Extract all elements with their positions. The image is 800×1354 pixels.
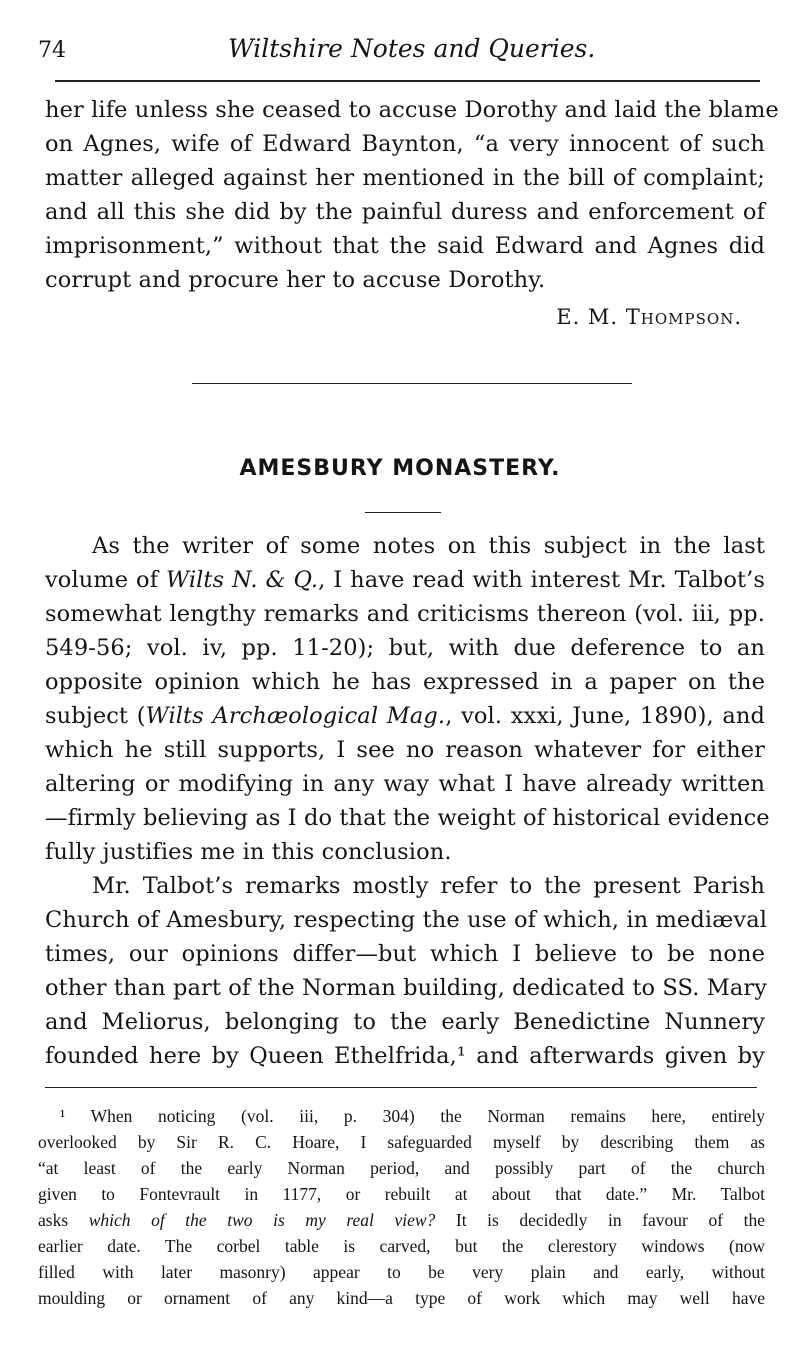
text-line: times, our opinions differ—but which I believe to be none — [45, 941, 765, 967]
text-line: matter alleged against her mentioned in the bill of complaint; — [45, 165, 765, 191]
article-title: AMESBURY MONASTERY. — [239, 456, 561, 481]
footnote-line: earlier date. The corbel table is carved, but the clerestory windows (now — [38, 1236, 765, 1256]
text-line: As the writer of some notes on this subject in the last — [92, 533, 765, 559]
footnote-line: overlooked by Sir R. C. Hoare, I safeguarded myself by describing them as — [38, 1132, 765, 1152]
text-line: 549-56; vol. iv, pp. 11-20); but, with due deference to an — [45, 635, 765, 661]
text-line: —firmly believing as I do that the weight of historical evidence — [45, 805, 770, 831]
text-line: on Agnes, wife of Edward Baynton, “a very innocent of such — [45, 131, 765, 157]
text-segment: , I have read with interest Mr. Talbot’s — [318, 567, 765, 593]
text-line: corrupt and procure her to accuse Dorothy. — [45, 267, 546, 293]
text-segment: asks — [38, 1210, 89, 1230]
footnote-line — [38, 1208, 765, 1232]
text-line: Mr. Talbot’s remarks mostly refer to the present Parish — [92, 873, 765, 899]
text-line: founded here by Queen Ethelfrida,¹ and afterwards given by — [45, 1043, 765, 1069]
text-line: and all this she did by the painful duress and enforcement of — [45, 199, 765, 225]
footnote-rule — [45, 1087, 757, 1088]
page-number: 74 — [38, 38, 66, 63]
text-line: her life unless she ceased to accuse Dorothy and laid the blame — [45, 97, 779, 123]
text-line: Church of Amesbury, respecting the use of which, in mediæval — [45, 907, 768, 933]
footnote-line: ¹ When noticing (vol. iii, p. 304) the Norman remains here, entirely — [60, 1106, 765, 1126]
footnote-line: given to Fontevrault in 1177, or rebuilt at about that date.” Mr. Talbot — [38, 1184, 765, 1204]
journal-title-italic: Wilts N. & Q. — [165, 567, 319, 593]
italic-question: which of the two is my real view? — [88, 1210, 436, 1230]
text-line: which he still supports, I see no reason whatever for either — [45, 737, 765, 763]
running-title: Wiltshire Notes and Queries. — [228, 34, 596, 63]
footnote-line: filled with later masonry) appear to be very plain and early, without — [38, 1262, 765, 1282]
text-segment: , vol. xxxi, June, 1890), and — [445, 703, 765, 729]
footnote-line: “at least of the early Norman period, and possibly part of the church — [38, 1158, 765, 1178]
text-line — [45, 701, 765, 731]
journal-title-italic: Wilts Archæological Mag. — [145, 703, 446, 729]
text-segment: volume of — [45, 567, 166, 593]
text-segment: It is decidedly in favour of the — [435, 1210, 765, 1230]
text-segment: subject ( — [45, 703, 146, 729]
header-rule — [55, 80, 760, 82]
author-signature: E. M. Thompson. — [556, 305, 742, 329]
text-line: imprisonment,” without that the said Edward and Agnes did — [45, 233, 765, 259]
text-line: and Meliorus, belonging to the early Benedictine Nunnery — [45, 1009, 765, 1035]
text-line — [45, 565, 765, 595]
title-rule — [365, 512, 441, 513]
footnote-line: moulding or ornament of any kind—a type of work which may well have — [38, 1288, 765, 1308]
text-line: somewhat lengthy remarks and criticisms thereon (vol. iii, pp. — [45, 601, 765, 627]
text-line: opposite opinion which he has expressed in a paper on the — [45, 669, 765, 695]
text-line: fully justifies me in this conclusion. — [45, 839, 452, 865]
text-line: other than part of the Norman building, dedicated to SS. Mary — [45, 975, 768, 1001]
section-divider — [192, 383, 632, 384]
text-line: altering or modifying in any way what I have already written — [45, 771, 765, 797]
